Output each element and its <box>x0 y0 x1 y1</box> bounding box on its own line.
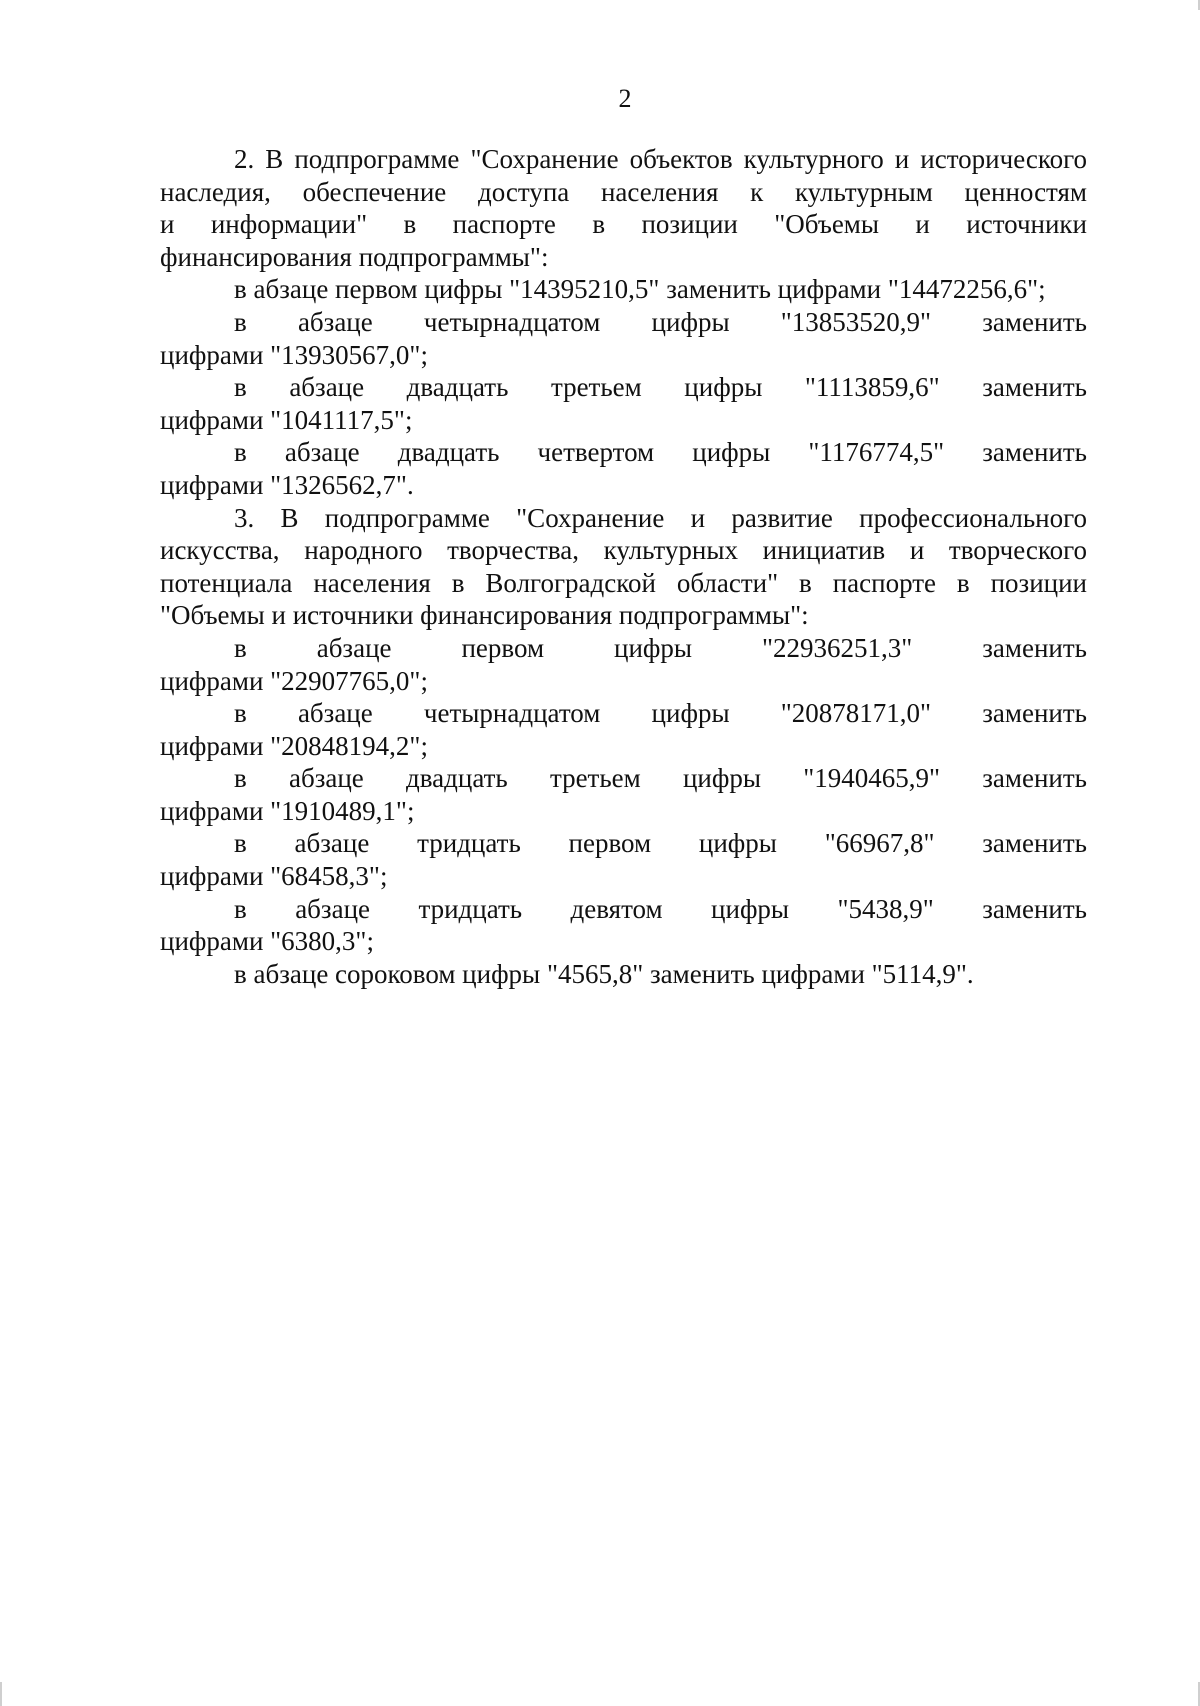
section-3-item-1-line-2: цифрами "22907765,0"; <box>160 665 428 696</box>
section-3-item-2-line-1: в абзаце четырнадцатом цифры "20878171,0" заменить <box>234 698 1087 729</box>
section-2-item-1-line: в абзаце первом цифры "14395210,5" заменить цифрами "14472256,6"; <box>234 274 1046 305</box>
section-2-item-3-line-2: цифрами "1041117,5"; <box>160 404 413 435</box>
section-2-heading-line-1: 2. В подпрограмме "Сохранение объектов культурного и исторического <box>234 144 1087 174</box>
section-2-item-2-line-1: в абзаце четырнадцатом цифры "13853520,9" заменить <box>234 306 1087 337</box>
section-2-item-2-line-2: цифрами "13930567,0"; <box>160 339 428 370</box>
section-3-item-3 <box>160 762 1087 827</box>
section-3-item-6-line: в абзаце сороковом цифры "4565,8" заменить цифрами "5114,9". <box>234 958 974 989</box>
section-2-heading-line-3: и информации" в паспорте в позиции "Объемы и источники <box>160 209 1087 240</box>
section-3-heading-line-2: искусства, народного творчества, культурных инициатив и творческого <box>160 535 1087 566</box>
document-body <box>160 143 1087 990</box>
section-3-item-4-line-1: в абзаце тридцать первом цифры "66967,8" заменить <box>234 828 1087 859</box>
section-2-item-1 <box>160 273 1087 306</box>
section-3-heading-line-3: потенциала населения в Волгоградской области" в паспорте в позиции <box>160 567 1087 598</box>
section-3-heading-line-1: 3. В подпрограмме "Сохранение и развитие профессионального <box>234 502 1087 533</box>
section-3-item-5-line-1: в абзаце тридцать девятом цифры "5438,9" заменить <box>234 893 1087 924</box>
section-2-heading-line-2: наследия, обеспечение доступа населения к культурным ценностям <box>160 176 1087 207</box>
section-2-item-2 <box>160 306 1087 371</box>
section-3-item-3-line-1: в абзаце двадцать третьем цифры "1940465,9" заменить <box>234 763 1087 794</box>
section-3-item-1-line-1: в абзаце первом цифры "22936251,3" заменить <box>234 632 1087 663</box>
section-3-item-5 <box>160 893 1087 958</box>
section-2-heading-line-4: финансирования подпрограммы": <box>160 241 549 272</box>
section-3-item-2 <box>160 697 1087 762</box>
section-3-item-6 <box>160 958 1087 991</box>
section-2-item-3-line-1: в абзаце двадцать третьем цифры "1113859,6" заменить <box>234 372 1087 403</box>
section-2-item-3 <box>160 371 1087 436</box>
section-2-item-4-line-1: в абзаце двадцать четвертом цифры "1176774,5" заменить <box>234 437 1087 468</box>
section-3-item-4-line-2: цифрами "68458,3"; <box>160 861 388 892</box>
section-3-item-5-line-2: цифрами "6380,3"; <box>160 926 374 957</box>
section-3-item-2-line-2: цифрами "20848194,2"; <box>160 730 428 761</box>
section-2-item-4 <box>160 436 1087 501</box>
section-3-heading-line-4: "Объемы и источники финансирования подпрограммы": <box>160 600 809 631</box>
page-number: 2 <box>618 84 632 113</box>
section-3-item-3-line-2: цифрами "1910489,1"; <box>160 795 415 826</box>
scan-edge-mark <box>0 1682 2 1706</box>
section-2-heading <box>160 143 1087 273</box>
section-3-heading <box>160 502 1087 632</box>
section-3-item-1 <box>160 632 1087 697</box>
section-2-item-4-line-2: цифрами "1326562,7". <box>160 469 414 500</box>
section-3-item-4 <box>160 827 1087 892</box>
